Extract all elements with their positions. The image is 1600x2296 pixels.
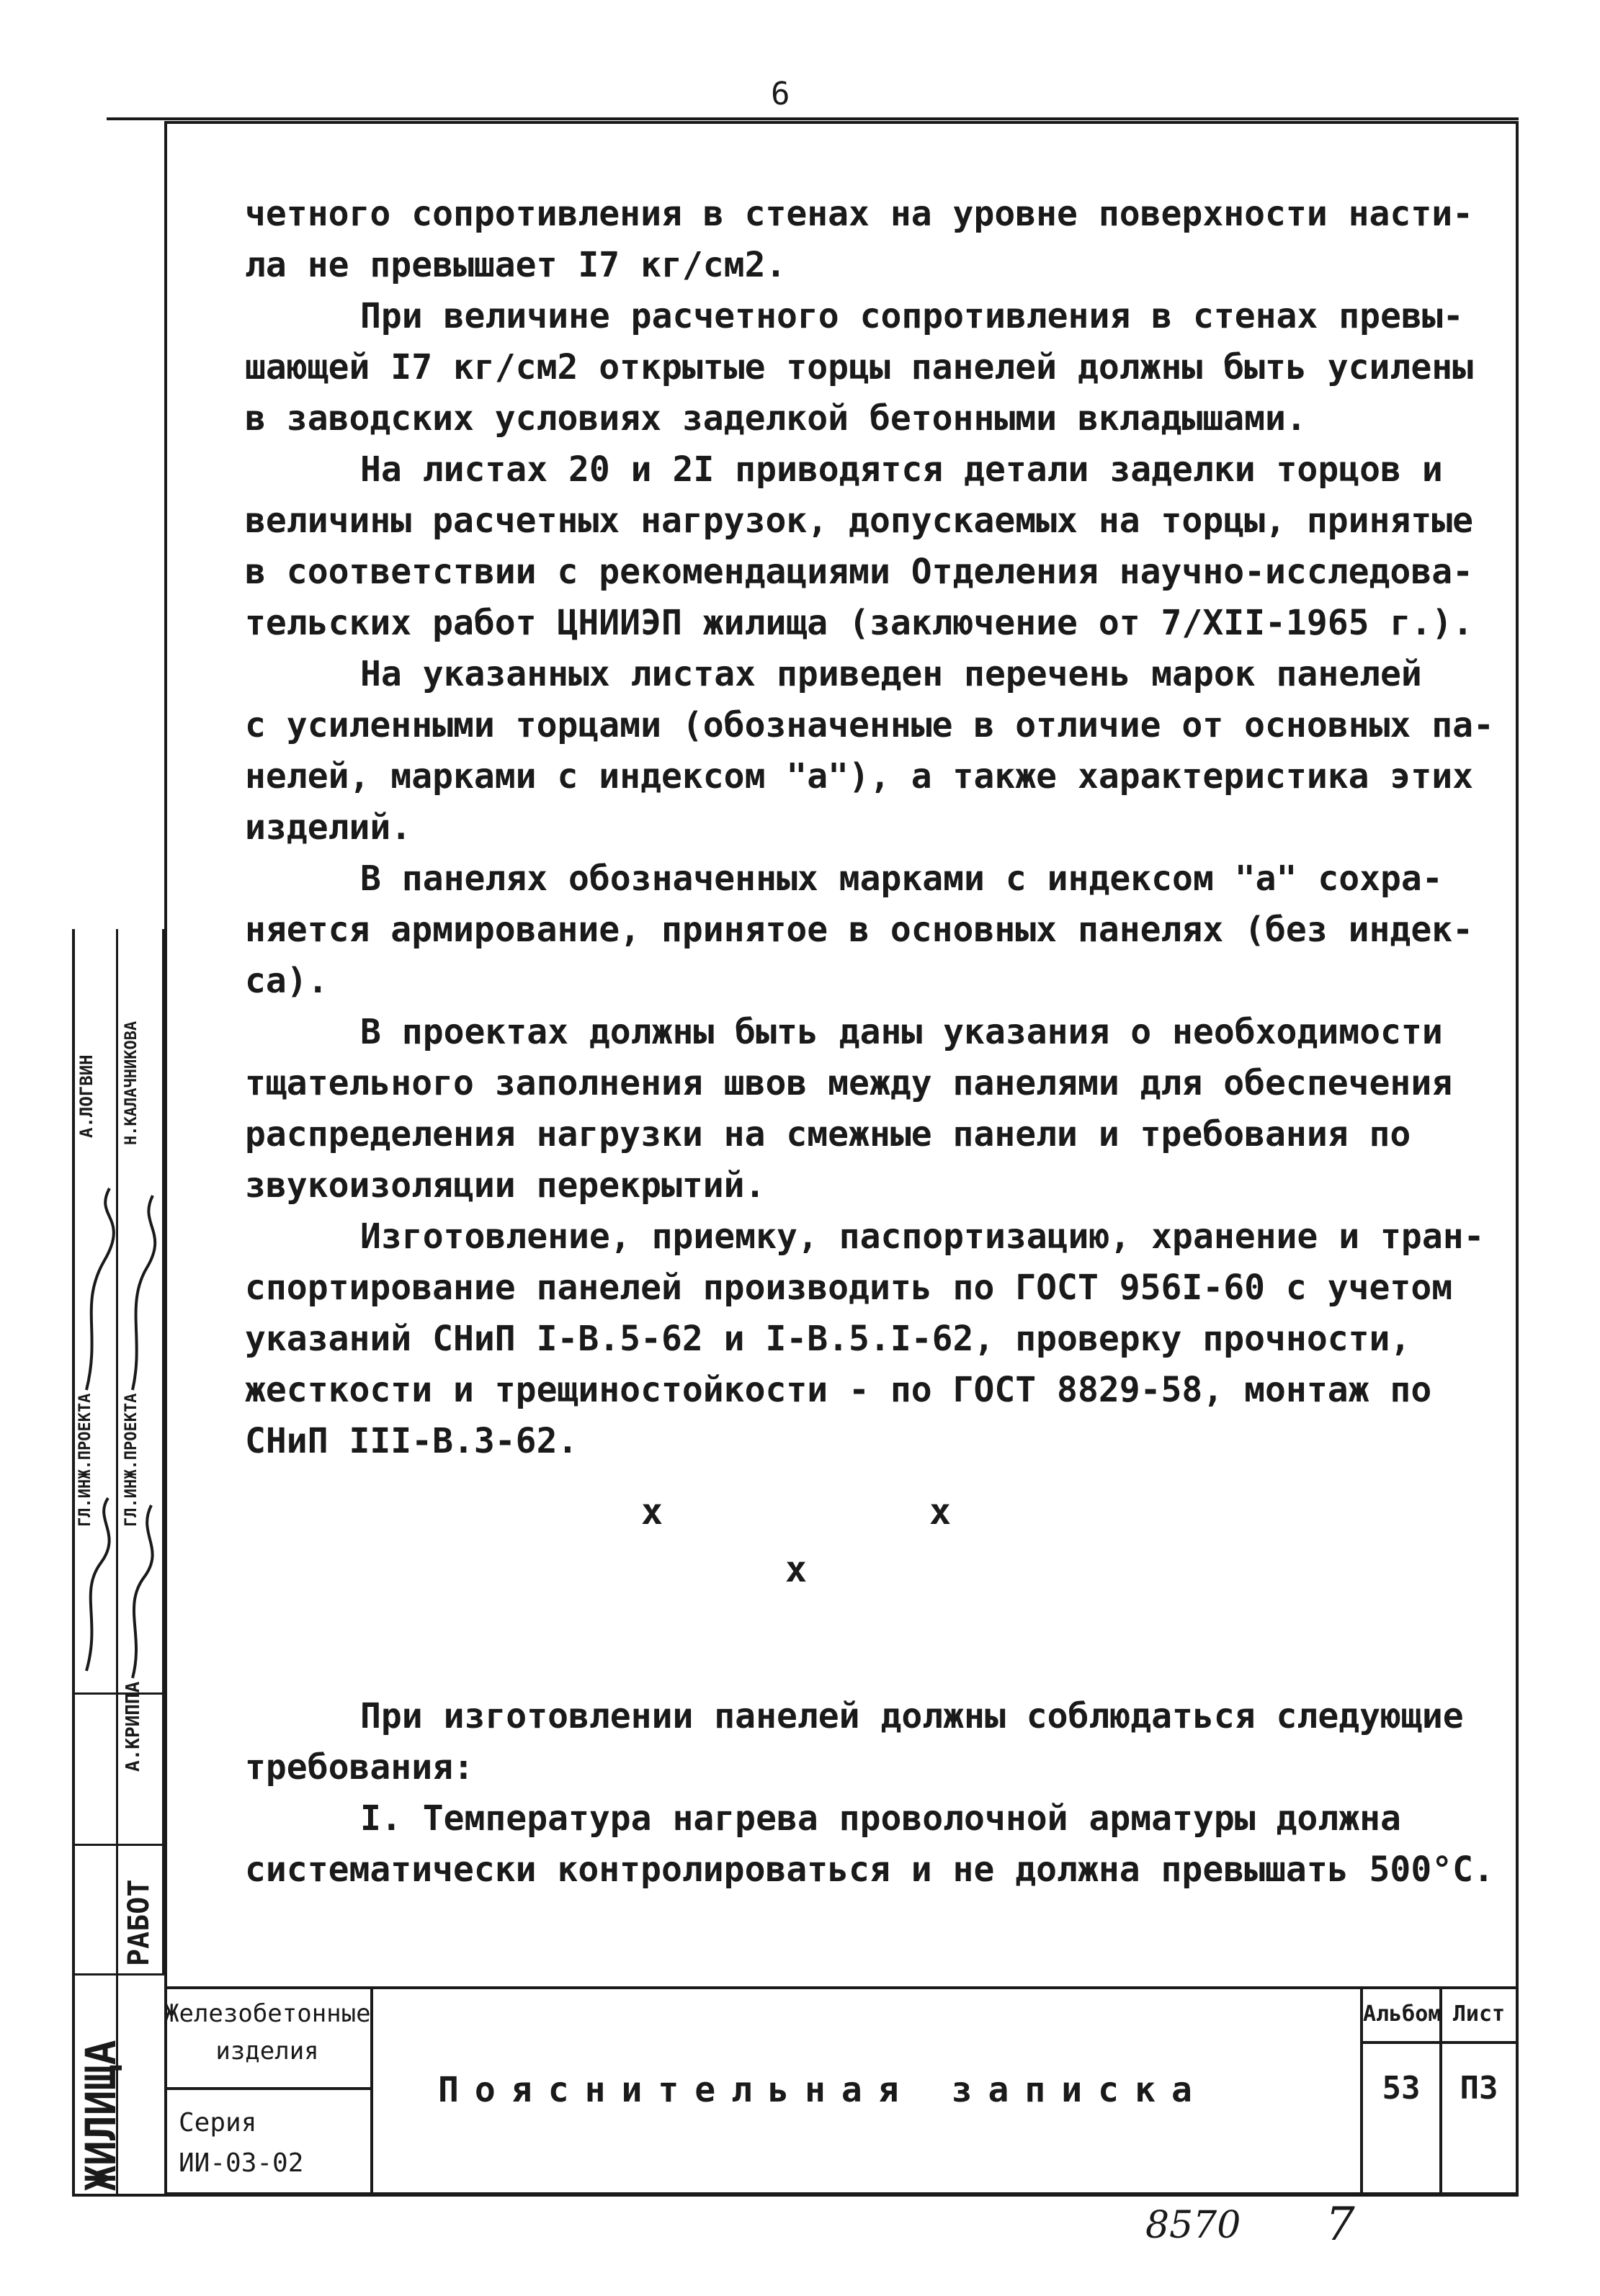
- inventory-number: 8570: [1145, 2204, 1241, 2247]
- body-line: спортирование панелей производить по ГОСТ 956I-60 с учетом: [245, 1268, 1453, 1308]
- top-rule: [107, 117, 1519, 120]
- body-line: жесткости и трещиностойкости - по ГОСТ 8829-58, монтаж по: [245, 1370, 1432, 1410]
- series-value: ИИ-03-02: [179, 2148, 304, 2178]
- album-cell: [1360, 1989, 1442, 2195]
- album-value: 53: [1382, 2070, 1421, 2107]
- requirements-section: [245, 1691, 1494, 1896]
- body-line: На листах 20 и 2I приводятся детали заделки торцов и: [360, 449, 1443, 490]
- sheet-header: Лист: [1442, 1989, 1516, 2044]
- page-mark: 7: [1326, 2198, 1355, 2251]
- series-cell: [164, 2090, 370, 2195]
- product-cell: [164, 1989, 370, 2090]
- signature-marks: [72, 929, 164, 2195]
- body-text: [245, 189, 1494, 1467]
- separator-mark: x: [929, 1491, 952, 1533]
- stamp-name-2: Н.КАЛАЧНИКОВА: [122, 1021, 140, 1145]
- title-block: [164, 1986, 1519, 2195]
- page-number: 6: [771, 76, 790, 112]
- signature-stroke: [133, 1505, 153, 1678]
- body-line: На указанных листах приведен перечень марок панелей: [360, 654, 1422, 694]
- body-line: ла не превышает I7 кг/см2.: [245, 245, 787, 285]
- document-title: Пояснительная записка: [438, 2070, 1208, 2110]
- body-line: четного сопротивления в стенах на уровне поверхности насти-: [245, 194, 1474, 234]
- separator-mark: x: [641, 1491, 663, 1533]
- body-line: нелей, марками с индексом "а"), а также характеристика этих: [245, 756, 1474, 797]
- signature-stroke: [86, 1498, 110, 1671]
- separator-mark: x: [785, 1548, 808, 1590]
- album-header: Альбом: [1363, 1989, 1439, 2044]
- requirement-item-1-cont: систематически контролироваться и не должна превышать 500°С.: [245, 1849, 1494, 1890]
- requirements-intro: При изготовлении панелей должны соблюдаться следующие: [360, 1696, 1464, 1736]
- body-line: В проектах должны быть даны указания о необходимости: [360, 1012, 1443, 1052]
- body-line: звукоизоляции перекрытий.: [245, 1165, 766, 1206]
- body-line: указаний СНиП I-В.5-62 и I-В.5.I-62, проверку прочности,: [245, 1319, 1411, 1359]
- stamp-role-2: ГЛ.ИНЖ.ПРОЕКТА: [122, 1393, 140, 1527]
- side-stamp: [72, 929, 164, 2195]
- stamp-name-3: А.КРИППА: [122, 1681, 144, 1772]
- requirements-intro-cont: требования:: [245, 1747, 474, 1788]
- product-line-2: изделия: [215, 2037, 319, 2066]
- product-line-1: Железобетонные: [164, 1999, 371, 2028]
- body-line: тщательного заполнения швов между панелями для обеспечения: [245, 1063, 1453, 1103]
- body-line: тельских работ ЦНИИЭП жилища (заключение от 7/XII-1965 г.).: [245, 603, 1474, 643]
- body-line: изделий.: [245, 807, 412, 848]
- requirement-item-1: I. Температура нагрева проволочной арматуры должна: [360, 1798, 1401, 1839]
- signature-stroke: [133, 1196, 155, 1390]
- body-line: шающей I7 кг/см2 открытые торцы панелей должны быть усилены: [245, 347, 1474, 387]
- body-line: няется армирование, принятое в основных панелях (без индек-: [245, 910, 1474, 950]
- series-label: Серия: [179, 2108, 257, 2138]
- body-line: При величине расчетного сопротивления в стенах превы-: [360, 296, 1464, 336]
- body-line: в соответствии с рекомендациями Отделения научно-исследова-: [245, 552, 1474, 592]
- body-line: в заводских условиях заделкой бетонными вкладышами.: [245, 398, 1307, 439]
- stamp-org-1: ЖИЛИЩА: [76, 2040, 125, 2191]
- signature-stroke: [86, 1188, 114, 1390]
- body-line: распределения нагрузки на смежные панели и требования по: [245, 1114, 1411, 1154]
- body-line: величины расчетных нагрузок, допускаемых на торцы, принятые: [245, 501, 1474, 541]
- body-line: с усиленными торцами (обозначенные в отличие от основных па-: [245, 705, 1494, 745]
- body-line: Изготовление, приемку, паспортизацию, хранение и тран-: [360, 1216, 1485, 1257]
- sheet-cell: [1439, 1989, 1516, 2195]
- title-block-product: [164, 1989, 373, 2195]
- body-line: СНиП III-В.3-62.: [245, 1421, 578, 1461]
- body-line: В панелях обозначенных марками с индексом "а" сохра-: [360, 858, 1443, 899]
- body-line: са).: [245, 961, 329, 1001]
- stamp-org-2: РАБОТ: [122, 1879, 156, 1966]
- stamp-name-1: А.ЛОГВИН: [76, 1054, 97, 1138]
- sheet-value: П3: [1460, 2070, 1498, 2107]
- stamp-role-1: ГЛ.ИНЖ.ПРОЕКТА: [76, 1393, 94, 1527]
